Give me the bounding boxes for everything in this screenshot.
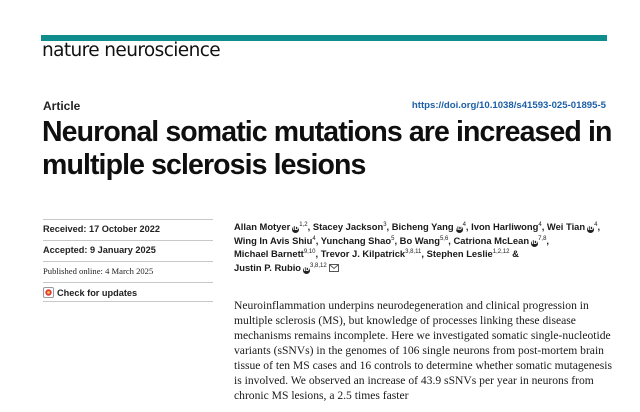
author-name-text: Allan Motyer	[234, 221, 291, 232]
affiliation-marker: 4	[538, 222, 542, 228]
affiliation-marker: 3,8,12	[310, 263, 327, 270]
author-separator: ,	[386, 221, 392, 232]
article-type: Article	[43, 99, 81, 113]
author-name-text: Catriona McLean	[453, 234, 530, 246]
affiliation-marker: 3	[383, 222, 387, 228]
author-name-text: Bo Wang	[399, 234, 440, 246]
orcid-icon[interactable]: iD	[292, 226, 299, 232]
author-separator: ,	[315, 234, 321, 246]
author-name[interactable]	[471, 221, 542, 232]
author-separator: &	[509, 248, 519, 260]
author-name-text: Yunchang Shao	[320, 234, 392, 246]
orcid-icon[interactable]: iD	[303, 267, 310, 274]
author-separator: ,	[421, 248, 427, 260]
author-separator: ,	[465, 221, 472, 232]
accepted-date: Accepted: 9 January 2025	[43, 245, 156, 255]
author-separator: ,	[307, 221, 313, 232]
author-separator: ,	[315, 248, 321, 260]
author-name-text: Stephen Leslie	[426, 248, 493, 260]
affiliation-marker: 5,6	[439, 235, 449, 242]
article-title: Neuronal somatic mutations are increased in multiple sclerosis lesions	[42, 116, 612, 181]
affiliation-marker: 7,8	[538, 235, 547, 242]
author-name-text: Wei Tian	[546, 221, 586, 232]
author-name[interactable]	[321, 248, 422, 259]
author-name[interactable]	[234, 248, 316, 259]
orcid-icon[interactable]: iD	[587, 226, 594, 232]
author-separator: ,	[541, 221, 547, 232]
author-name-text: Bicheng Yang	[391, 221, 454, 232]
mail-icon[interactable]	[329, 264, 339, 272]
author-name-text: Wing In Avis Shiu	[234, 234, 313, 246]
meta-divider	[43, 261, 213, 262]
author-separator: ,	[394, 234, 400, 246]
orcid-icon[interactable]: iD	[456, 226, 463, 232]
affiliation-marker: 9,10	[303, 249, 316, 256]
author-separator: ,	[546, 234, 550, 246]
affiliation-marker: 1,2,12	[492, 249, 510, 256]
journal-name[interactable]: nature neuroscience	[42, 40, 221, 61]
author-name[interactable]	[453, 234, 550, 246]
author-name-text: Trevor J. Kilpatrick	[320, 248, 406, 260]
affiliation-marker: 4	[312, 235, 316, 242]
affiliation-marker: 5	[391, 235, 395, 242]
author-name[interactable]	[234, 235, 316, 246]
author-name[interactable]	[234, 262, 339, 273]
author-name[interactable]	[400, 235, 449, 246]
received-date: Received: 17 October 2022	[43, 224, 160, 234]
meta-divider	[43, 282, 213, 283]
author-name-text: Stacey Jackson	[312, 221, 384, 232]
affiliation-marker: 1,2	[299, 222, 308, 228]
check-updates-button[interactable]	[43, 287, 137, 298]
author-name[interactable]	[392, 221, 466, 232]
check-updates-label: Check for updates	[57, 287, 138, 298]
check-updates-icon	[43, 287, 54, 298]
author-name-text: Justin P. Rubio	[234, 262, 302, 274]
meta-divider-top	[43, 219, 213, 220]
author-name[interactable]	[234, 221, 308, 232]
orcid-icon[interactable]: iD	[531, 239, 538, 246]
affiliation-marker: 4	[462, 222, 466, 228]
author-name[interactable]	[321, 235, 395, 246]
author-name[interactable]	[546, 221, 601, 232]
author-name-text: Ivon Harliwong	[471, 221, 539, 232]
affiliation-marker: 3,8,11	[405, 249, 422, 256]
author-name[interactable]	[427, 248, 510, 259]
published-date: Published online: 4 March 2025	[43, 266, 154, 276]
author-separator: ,	[448, 234, 454, 246]
author-name[interactable]	[313, 221, 387, 232]
author-list	[234, 220, 614, 275]
meta-divider	[43, 240, 213, 241]
abstract: Neuroinflammation underpins neurodegeneration and clinical progression in multiple sclerosis (MS), but knowledge of processes linking these disease mechanisms remains incomplete. Here we investigated somatic single-nucleotide variants (sSNVs) in the genomes of 106 single neurons from post-mortem brain tissue of ten MS cases and 16 controls to determine whether somatic mutagenesis is involved. We observed an increase of 43.9 sSNVs per year in neurons from chronic MS lesions, a 2.5 times faster	[234, 299, 612, 402]
meta-divider-bottom	[43, 301, 213, 302]
doi-link[interactable]: https://doi.org/10.1038/s41593-025-01895-5	[411, 100, 606, 111]
author-separator: ,	[597, 221, 601, 232]
affiliation-marker: 4	[594, 222, 598, 228]
author-name-text: Michael Barnett	[234, 248, 304, 260]
